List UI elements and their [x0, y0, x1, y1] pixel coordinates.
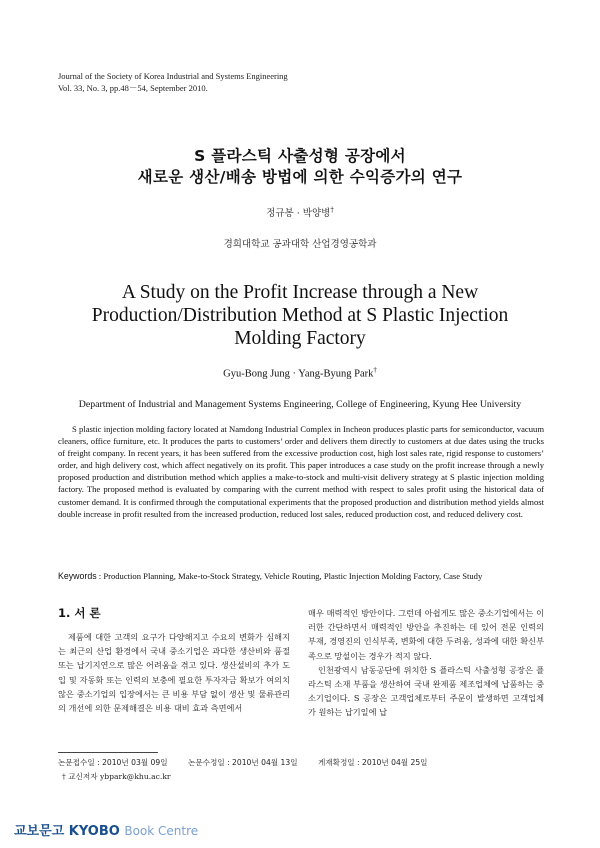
english-title-line1: A Study on the Profit Increase through a New — [121, 282, 479, 303]
english-authors-names: Gyu-Bong Jung · Yang-Byung Park — [223, 368, 374, 380]
body-paragraph: 인천광역시 남동공단에 위치한 S 플라스틱 사출성형 공장은 플라스틱 소재 부품을 생산하여 국내 완제품 제조업체에 납품하는 중소기업이다. S 공장은 고객업체로부터 주문이 발생하면 고객업체가 원하는 납기일에 납 — [308, 664, 544, 718]
kyobo-watermark — [14, 820, 198, 839]
korean-title-line1: S 플라스틱 사출성형 공장에서 — [194, 147, 406, 165]
english-authors — [0, 366, 600, 380]
footnote-divider — [58, 752, 158, 753]
english-corresponding-mark: † — [373, 366, 377, 374]
korean-title — [0, 146, 600, 188]
journal-volume: Vol. 33, No. 3, pp.48－54, September 2010. — [58, 83, 208, 93]
korean-authors-names: 정규봉 · 박양병 — [266, 208, 331, 219]
keywords — [58, 571, 548, 581]
body-paragraph: 매우 매력적인 방안이다. 그런데 아쉽게도 많은 중소기업에서는 이러한 간단하면서 매력적인 방안을 추진하는 데 있어 전문 인력의 부재, 경영진의 인식부족, 변화에 대한 두려움, 성과에 대한 확신부족으로 망설이는 경우가 적지 않다. — [308, 608, 544, 661]
revised-date: 논문수정일 : 2010년 04월 13일 — [187, 758, 298, 767]
accepted-date: 게재확정일 : 2010년 04월 25일 — [317, 758, 428, 767]
english-title-line2: Production/Distribution Method at S Plastic Injection — [91, 305, 509, 326]
body-column-left: 제품에 대한 고객의 요구가 다양해지고 수요의 변화가 심해지는 최근의 산업 환경에서 국내 중소기업은 과다한 생산비와 품절 또는 납기지연으로 많은 어려움을 겪고 있다. 생산설비의 추가 도입 및 자동화 또는 인력의 보충에 필요한 투자자금 확보가 여의치 않은 중소기업의 입장에서는 큰 비용 부담 없이 생산 및 물류관리의 개선에 의한 문제해결은 비용 대비 효과 측면에서 — [58, 632, 290, 714]
section-heading-introduction: 1. 서 론 — [58, 606, 101, 620]
korean-authors — [0, 205, 600, 219]
journal-header — [58, 70, 288, 94]
journal-name: Journal of the Society of Korea Industrial and Systems Engineering — [58, 71, 288, 81]
keywords-label: Keywords — [58, 571, 97, 581]
english-affiliation: Department of Industrial and Management Systems Engineering, College of Engineering, Kyung Hee University — [78, 399, 522, 410]
brand-kr: 교보문고 — [14, 824, 65, 839]
korean-title-line2: 새로운 생산/배송 방법에 의한 수익증가의 연구 — [137, 168, 463, 186]
korean-affiliation: 경희대학교 공과대학 산업경영공학과 — [223, 239, 377, 250]
korean-corresponding-mark: † — [330, 205, 334, 214]
footnote-dates — [58, 757, 446, 768]
abstract: S plastic injection molding factory located at Namdong Industrial Complex in Incheon produces plastic parts for semiconductor, vacuum cleaners, office furniture, etc. It produces the parts to customers’ order and delivers them directly to customers at due dates using the trucks of freight company. In recent years, it has been suffered from the excessive production cost, high lost sales rate, rigid response to customers’ order, and high delivery cost, which affect negatively on its profit. This paper introduces a case study on the profit increase through a newly proposed production and distribution method which applies a make-to-stock and multi-visit delivery strategy at S plastic injection molding factory. The proposed method is evaluated by comparing with the current method with respect to sales profit using the historical data of customer demand. It is confirmed through the computational experiments that the proposed production and distribution method yields almost double increase in profit resulted from the increased production, reduced lost sales, reduced production cost, and reduced delivery cost. — [58, 424, 544, 519]
received-date: 논문접수일 : 2010년 03월 09일 — [58, 758, 168, 767]
english-title — [0, 281, 600, 350]
keywords-text: Production Planning, Make-to-Stock Strategy, Vehicle Routing, Plastic Injection Molding Factory, Case Study — [103, 571, 483, 581]
brand-en: KYOBO — [68, 824, 120, 839]
keywords-separator: : — [96, 571, 104, 581]
corresponding-author: † 교신저자 ybpark@khu.ac.kr — [62, 772, 171, 781]
body-column-right — [308, 606, 544, 720]
english-title-line3: Molding Factory — [234, 328, 366, 349]
brand-suffix: Book Centre — [124, 824, 199, 838]
